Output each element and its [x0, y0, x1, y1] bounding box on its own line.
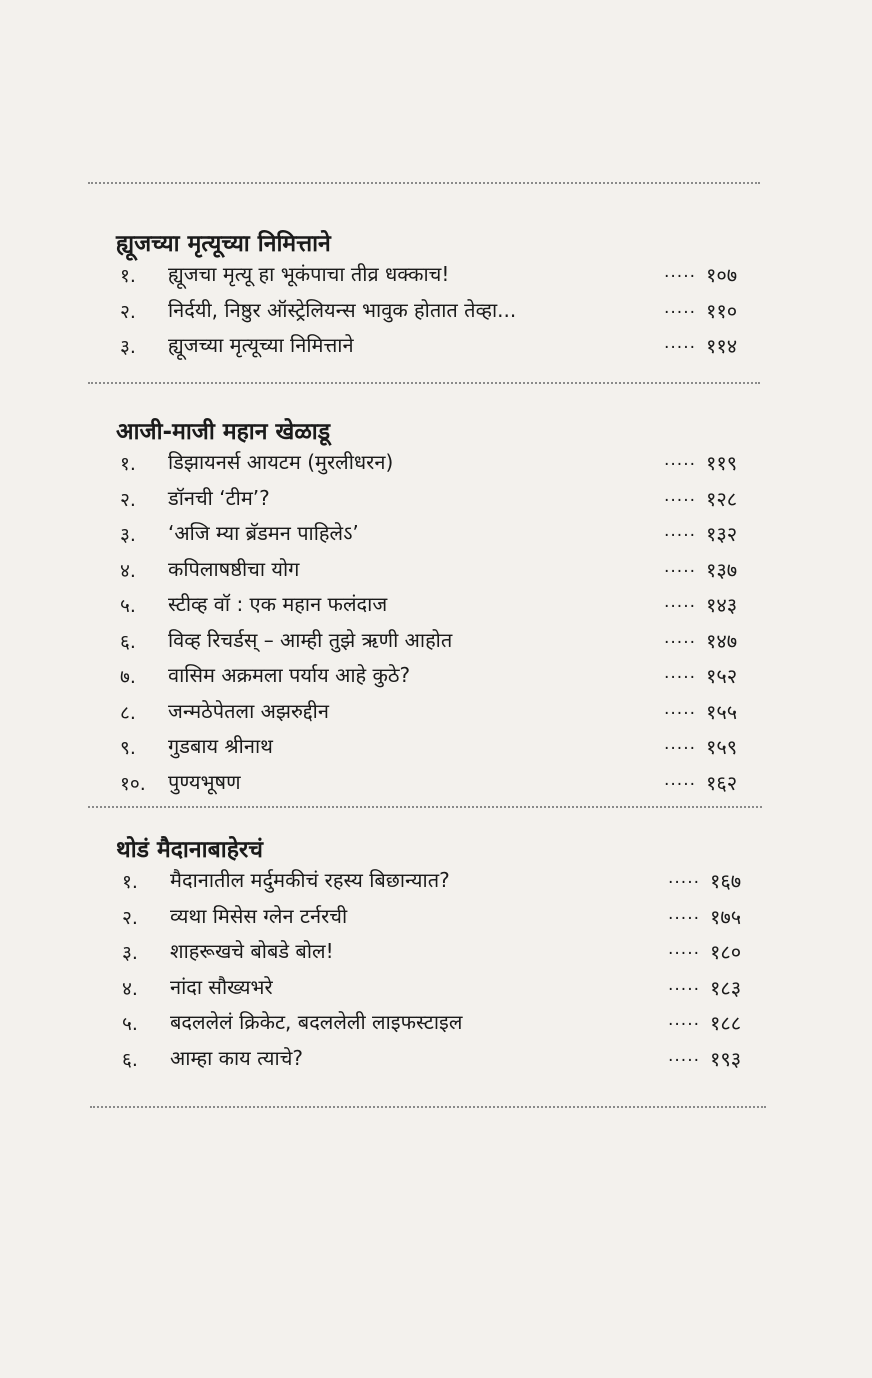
toc-entry	[0, 588, 872, 624]
entry-leader-dots: .....	[664, 627, 697, 648]
divider	[88, 806, 762, 808]
toc-entry	[0, 730, 872, 766]
entry-page-number: ११४	[706, 334, 738, 358]
entry-number: ६.	[122, 1048, 138, 1071]
entry-title: नांदा सौख्यभरे	[170, 974, 273, 999]
entry-title: निर्दयी, निष्ठुर ऑस्ट्रेलियन्स भावुक होतात तेव्हा...	[168, 297, 517, 322]
entry-title: वासिम अक्रमला पर्याय आहे कुठे?	[168, 663, 411, 687]
section-heading: आजी-माजी महान खेळाडू	[116, 419, 331, 445]
entry-leader-dots: .....	[664, 521, 697, 541]
toc-entry	[0, 1006, 872, 1042]
entry-leader-dots: .....	[664, 556, 697, 577]
entry-number: १०.	[120, 772, 146, 795]
entry-page-number: १५९	[706, 735, 738, 759]
entry-number: १.	[120, 265, 136, 287]
entry-page-number: १८३	[710, 975, 742, 1000]
entry-number: ७.	[120, 666, 136, 688]
entry-page-number: १५५	[706, 699, 738, 724]
entry-number: १.	[122, 871, 138, 893]
toc-entry	[0, 258, 872, 294]
entry-list	[0, 258, 872, 365]
entry-page-number: १६७	[710, 869, 742, 893]
entry-title: जन्मठेपेतला अझरुद्दीन	[168, 698, 329, 723]
toc-entry	[0, 624, 872, 660]
entry-number: ६.	[120, 630, 136, 653]
entry-page-number: १३७	[706, 557, 738, 582]
entry-number: ५.	[120, 595, 136, 617]
entry-page-number: ११०	[706, 298, 738, 323]
entry-page-number: १८८	[710, 1011, 742, 1035]
entry-number: २.	[122, 906, 138, 929]
entry-title: स्टीव्ह वॉ : एक महान फलंदाज	[168, 592, 388, 616]
entry-page-number: १६२	[706, 770, 738, 795]
entry-leader-dots: .....	[664, 769, 697, 790]
toc-entry	[0, 971, 872, 1007]
section-heading: ह्यूजच्या मृत्यूच्या निमित्ताने	[116, 231, 331, 257]
entry-list	[0, 864, 872, 1077]
entry-number: ४.	[122, 977, 138, 1000]
entry-leader-dots: .....	[664, 663, 697, 683]
toc-entry	[0, 553, 872, 589]
entry-list	[0, 446, 872, 801]
toc-entry	[0, 329, 872, 365]
toc-entry	[0, 446, 872, 482]
entry-number: ५.	[122, 1013, 138, 1035]
divider	[88, 382, 760, 384]
entry-page-number: १८०	[710, 940, 742, 964]
entry-title: गुडबाय श्रीनाथ	[168, 734, 273, 758]
entry-leader-dots: .....	[668, 974, 701, 995]
divider-top	[88, 182, 760, 184]
entry-leader-dots: .....	[664, 592, 697, 612]
entry-number: २.	[120, 300, 136, 323]
entry-leader-dots: .....	[668, 1010, 701, 1030]
entry-title: कपिलाषष्ठीचा योग	[168, 556, 300, 581]
toc-entry	[0, 517, 872, 553]
entry-page-number: १३२	[706, 522, 738, 546]
entry-title: आम्हा काय त्याचे?	[170, 1045, 304, 1070]
entry-title: ह्यूजचा मृत्यू हा भूकंपाचा तीव्र धक्काच!	[168, 262, 450, 286]
entry-title: ह्यूजच्या मृत्यूच्या निमित्ताने	[168, 333, 354, 357]
entry-leader-dots: .....	[668, 939, 701, 959]
entry-number: ४.	[120, 559, 136, 582]
entry-number: ९.	[120, 737, 136, 759]
entry-number: २.	[120, 488, 136, 511]
entry-leader-dots: .....	[664, 485, 697, 506]
divider-bottom	[90, 1106, 766, 1108]
entry-title: बदललेलं क्रिकेट, बदललेली लाइफस्टाइल	[170, 1010, 463, 1034]
toc-entry	[0, 935, 872, 971]
entry-number: ३.	[122, 942, 138, 964]
entry-leader-dots: .....	[668, 868, 701, 888]
toc-entry	[0, 900, 872, 936]
toc-entry	[0, 1042, 872, 1078]
entry-title: डिझायनर्स आयटम (मुरलीधरन)	[168, 450, 394, 474]
entry-leader-dots: .....	[664, 333, 697, 353]
entry-number: ३.	[120, 336, 136, 358]
entry-title: विव्ह रिचर्डस् – आम्ही तुझे ऋणी आहोत	[168, 627, 453, 652]
entry-leader-dots: .....	[664, 262, 697, 282]
entry-page-number: १०७	[706, 263, 738, 287]
entry-page-number: १२८	[706, 486, 738, 511]
toc-entry	[0, 695, 872, 731]
entry-leader-dots: .....	[664, 734, 697, 754]
entry-title: व्यथा मिसेस ग्लेन टर्नरची	[170, 903, 348, 928]
entry-number: १.	[120, 453, 136, 475]
toc-entry	[0, 294, 872, 330]
toc-entry	[0, 482, 872, 518]
toc-entry	[0, 659, 872, 695]
entry-leader-dots: .....	[664, 297, 697, 318]
entry-page-number: १५२	[706, 664, 738, 688]
entry-leader-dots: .....	[664, 450, 697, 470]
entry-page-number: १४७	[706, 628, 738, 653]
entry-page-number: १९३	[710, 1046, 742, 1071]
entry-leader-dots: .....	[668, 1045, 701, 1066]
entry-page-number: ११९	[706, 451, 738, 475]
entry-title: मैदानातील मर्दुमकीचं रहस्य बिछान्यात?	[170, 868, 450, 892]
entry-leader-dots: .....	[668, 903, 701, 924]
toc-entry	[0, 766, 872, 802]
entry-leader-dots: .....	[664, 698, 697, 719]
entry-number: ३.	[120, 524, 136, 546]
entry-page-number: १४३	[706, 593, 738, 617]
entry-number: ८.	[120, 701, 136, 724]
entry-page-number: १७५	[710, 904, 742, 929]
entry-title: डॉनची ‘टीम’?	[168, 485, 270, 510]
entry-title: पुण्यभूषण	[168, 769, 241, 794]
toc-entry	[0, 864, 872, 900]
entry-title: शाहरूखचे बोबडे बोल!	[170, 939, 334, 963]
section-heading: थोडं मैदानाबाहेरचं	[116, 837, 263, 863]
entry-title: ‘अजि म्या ब्रॅडमन पाहिलेऽ’	[168, 521, 359, 545]
